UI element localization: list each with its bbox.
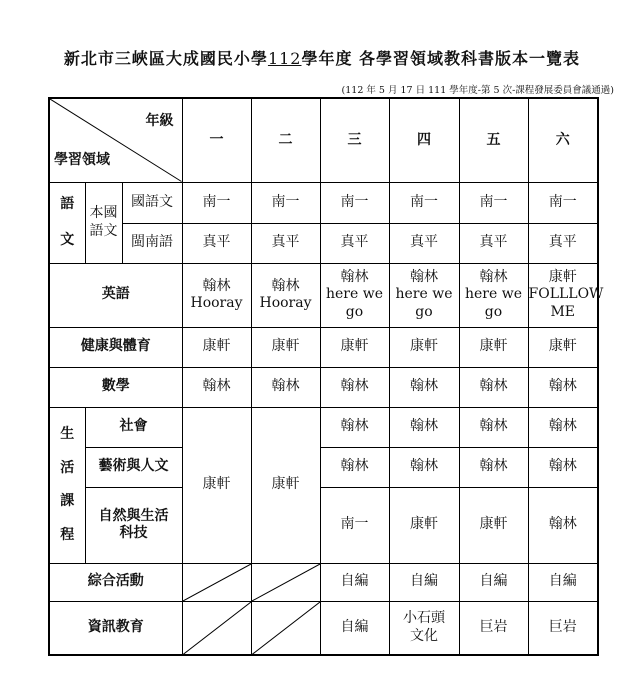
cell-health-2: 康軒 bbox=[251, 327, 320, 367]
area-label: 學習領域 bbox=[54, 152, 110, 168]
cell-english-1: 翰林 Hooray bbox=[182, 263, 251, 327]
cell-minnan-4: 真平 bbox=[389, 223, 459, 263]
cell-math-6: 翰林 bbox=[528, 367, 598, 407]
life-char-3: 課 bbox=[60, 493, 75, 509]
cell-arts-5: 翰林 bbox=[459, 447, 528, 487]
row-social bbox=[49, 407, 598, 447]
grade-header-2: 二 bbox=[251, 98, 320, 182]
cell-math-2: 翰林 bbox=[251, 367, 320, 407]
cell-life-grade-2: 康軒 bbox=[251, 407, 320, 563]
cell-guoyu-3: 南一 bbox=[320, 182, 389, 223]
label-arts: 藝術與人文 bbox=[85, 447, 182, 487]
cell-guoyu-2: 南一 bbox=[251, 182, 320, 223]
cell-science-4: 康軒 bbox=[389, 487, 459, 563]
category-life-curriculum bbox=[49, 407, 85, 563]
header-row bbox=[49, 98, 598, 182]
cell-health-3: 康軒 bbox=[320, 327, 389, 367]
cell-it-2-empty bbox=[251, 601, 320, 655]
cell-english-5: 翰林 here we go bbox=[459, 263, 528, 327]
diagonal-strike bbox=[183, 564, 251, 601]
row-guoyu bbox=[49, 182, 598, 223]
cell-it-3: 自編 bbox=[320, 601, 389, 655]
page-title bbox=[0, 46, 644, 69]
label-guoyu: 國語文 bbox=[122, 182, 182, 223]
textbook-table bbox=[48, 97, 604, 656]
cell-health-6: 康軒 bbox=[528, 327, 598, 367]
cell-minnan-1: 真平 bbox=[182, 223, 251, 263]
cell-minnan-5: 真平 bbox=[459, 223, 528, 263]
cell-social-4: 翰林 bbox=[389, 407, 459, 447]
row-science bbox=[49, 487, 598, 563]
title-prefix: 新北市三峽區大成國民小學 bbox=[63, 49, 268, 68]
category-language-char-1: 語 bbox=[60, 196, 75, 212]
subcategory-national-language: 本國語文 bbox=[85, 182, 122, 263]
cell-minnan-3: 真平 bbox=[320, 223, 389, 263]
diagonal-strike bbox=[252, 602, 320, 655]
label-science: 自然與生活 科技 bbox=[85, 487, 182, 563]
cell-guoyu-6: 南一 bbox=[528, 182, 598, 223]
cell-minnan-6: 真平 bbox=[528, 223, 598, 263]
row-integrated bbox=[49, 563, 598, 601]
row-it bbox=[49, 601, 598, 655]
approval-note: (112 年 5 月 17 日 111 學年度-第 5 次-課程發展委員會議通過) bbox=[341, 85, 614, 96]
cell-english-3: 翰林 here we go bbox=[320, 263, 389, 327]
cell-guoyu-1: 南一 bbox=[182, 182, 251, 223]
cell-math-4: 翰林 bbox=[389, 367, 459, 407]
cell-it-1-empty bbox=[182, 601, 251, 655]
cell-minnan-2: 真平 bbox=[251, 223, 320, 263]
row-health bbox=[49, 327, 598, 367]
cell-arts-6: 翰林 bbox=[528, 447, 598, 487]
cell-social-5: 翰林 bbox=[459, 407, 528, 447]
grade-label: 年級 bbox=[145, 113, 174, 129]
cell-social-3: 翰林 bbox=[320, 407, 389, 447]
grade-header-3: 三 bbox=[320, 98, 389, 182]
cell-integrated-1-empty bbox=[182, 563, 251, 601]
grade-header-1: 一 bbox=[182, 98, 251, 182]
cell-science-6: 翰林 bbox=[528, 487, 598, 563]
cell-integrated-4: 自編 bbox=[389, 563, 459, 601]
label-it: 資訊教育 bbox=[49, 601, 182, 655]
row-minnan bbox=[49, 223, 598, 263]
grade-header-5: 五 bbox=[459, 98, 528, 182]
cell-health-1: 康軒 bbox=[182, 327, 251, 367]
life-char-1: 生 bbox=[60, 426, 75, 442]
label-minnan: 閩南語 bbox=[122, 223, 182, 263]
label-english: 英語 bbox=[49, 263, 182, 327]
row-english bbox=[49, 263, 598, 327]
title-suffix: 學年度 各學習領域教科書版本一覽表 bbox=[301, 49, 581, 68]
cell-integrated-6: 自編 bbox=[528, 563, 598, 601]
cell-integrated-2-empty bbox=[251, 563, 320, 601]
cell-english-2: 翰林 Hooray bbox=[251, 263, 320, 327]
life-char-4: 程 bbox=[60, 526, 75, 543]
grade-header-4: 四 bbox=[389, 98, 459, 182]
cell-arts-4: 翰林 bbox=[389, 447, 459, 487]
row-math bbox=[49, 367, 598, 407]
cell-social-6: 翰林 bbox=[528, 407, 598, 447]
category-language-char-2: 文 bbox=[60, 231, 75, 248]
cell-integrated-3: 自編 bbox=[320, 563, 389, 601]
cell-health-4: 康軒 bbox=[389, 327, 459, 367]
cell-it-6: 巨岩 bbox=[528, 601, 598, 655]
cell-math-1: 翰林 bbox=[182, 367, 251, 407]
cell-life-grade-1: 康軒 bbox=[182, 407, 251, 563]
diagonal-strike bbox=[183, 602, 251, 655]
header-corner bbox=[49, 98, 182, 182]
cell-health-5: 康軒 bbox=[459, 327, 528, 367]
cell-guoyu-4: 南一 bbox=[389, 182, 459, 223]
life-char-2: 活 bbox=[60, 459, 75, 476]
row-arts bbox=[49, 447, 598, 487]
cell-it-4: 小石頭 文化 bbox=[389, 601, 459, 655]
cell-integrated-5: 自編 bbox=[459, 563, 528, 601]
cell-math-5: 翰林 bbox=[459, 367, 528, 407]
title-year: 112 bbox=[267, 49, 302, 68]
label-math: 數學 bbox=[49, 367, 182, 407]
cell-guoyu-5: 南一 bbox=[459, 182, 528, 223]
label-health: 健康與體育 bbox=[49, 327, 182, 367]
diagonal-strike bbox=[252, 564, 320, 601]
cell-english-6: 康軒 FOLLLOW ME bbox=[528, 263, 598, 327]
cell-english-4: 翰林 here we go bbox=[389, 263, 459, 327]
category-language bbox=[49, 182, 85, 263]
cell-arts-3: 翰林 bbox=[320, 447, 389, 487]
cell-it-5: 巨岩 bbox=[459, 601, 528, 655]
cell-science-5: 康軒 bbox=[459, 487, 528, 563]
grade-header-6: 六 bbox=[528, 98, 598, 182]
label-social: 社會 bbox=[85, 407, 182, 447]
cell-math-3: 翰林 bbox=[320, 367, 389, 407]
label-integrated: 綜合活動 bbox=[49, 563, 182, 601]
cell-science-3: 南一 bbox=[320, 487, 389, 563]
